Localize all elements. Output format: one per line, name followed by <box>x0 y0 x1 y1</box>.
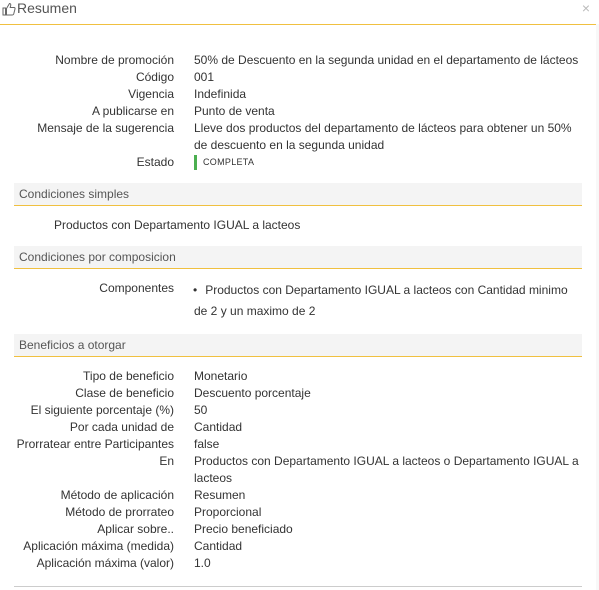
field-value: false <box>194 437 220 451</box>
summary-row <box>0 52 599 69</box>
field-value: Precio beneficiado <box>194 522 293 536</box>
field-value: Cantidad <box>194 539 243 553</box>
benefit-row <box>0 385 599 402</box>
status-indicator <box>194 155 197 170</box>
field-value: Punto de venta <box>194 104 275 118</box>
bullet-icon: • <box>193 283 198 297</box>
benefit-row <box>0 368 599 385</box>
field-label: Tipo de beneficio <box>83 369 174 383</box>
field-label: Método de aplicación <box>60 488 174 502</box>
benefit-row <box>0 504 599 521</box>
field-label: Por cada unidad de <box>69 420 174 434</box>
benefit-row <box>0 487 599 504</box>
dialog-content <box>0 24 599 590</box>
section-title: Beneficios a otorgar <box>19 338 126 352</box>
field-label: Aplicación máxima (medida) <box>23 539 174 553</box>
field-value: 1.0 <box>194 556 211 570</box>
field-label: Vigencia <box>128 87 174 101</box>
field-label: Mensaje de la sugerencia <box>37 121 174 135</box>
section-title: Condiciones simples <box>19 187 130 201</box>
field-value: Proporcional <box>194 505 262 519</box>
field-label: Aplicación máxima (valor) <box>36 556 174 570</box>
section-title: Condiciones por composicion <box>19 250 176 264</box>
thumbs-up-icon <box>2 2 16 16</box>
field-value: 50 <box>194 403 208 417</box>
field-label: A publicarse en <box>91 104 174 118</box>
benefit-row <box>0 419 599 436</box>
benefit-row <box>0 453 599 487</box>
status-badge: COMPLETA <box>203 157 255 167</box>
section-benefits <box>14 334 582 357</box>
bottom-divider <box>14 586 582 587</box>
field-label: Código <box>135 70 174 84</box>
field-value: Indefinida <box>194 87 247 101</box>
benefits-list <box>0 368 599 572</box>
field-label: Clase de beneficio <box>75 386 174 400</box>
field-label: Nombre de promoción <box>55 53 174 67</box>
field-value: Lleve dos productos del departamento de lácteos para obtener un 50% de descuento en la segunda unidad <box>194 121 572 152</box>
field-label: Método de prorrateo <box>65 505 174 519</box>
field-value: Cantidad <box>194 420 243 434</box>
summary-row <box>0 69 599 86</box>
field-value: Descuento porcentaje <box>194 386 311 400</box>
summary-list <box>0 52 599 154</box>
field-value: Monetario <box>194 369 248 383</box>
component-item: Productos con Departamento IGUAL a lacteos con Cantidad minimo de 2 y un maximo de 2 <box>194 283 568 318</box>
field-label: En <box>159 454 174 468</box>
benefit-row <box>0 538 599 555</box>
field-label: Aplicar sobre.. <box>97 522 174 536</box>
summary-row <box>0 103 599 120</box>
dialog-titlebar <box>0 0 599 25</box>
summary-row <box>0 120 599 154</box>
components-list <box>194 280 579 322</box>
benefit-row <box>0 521 599 538</box>
field-label: El siguiente porcentaje (%) <box>30 403 174 417</box>
field-value: Productos con Departamento IGUAL a lacteos o Departamento IGUAL a lacteos <box>194 454 579 485</box>
components-row <box>0 280 599 322</box>
section-composition-conditions <box>14 246 582 269</box>
benefit-row <box>0 555 599 572</box>
field-value: 50% de Descuento en la segunda unidad en el departamento de lácteos <box>194 53 579 67</box>
field-value: 001 <box>194 70 215 84</box>
benefit-row <box>0 436 599 453</box>
benefit-row <box>0 402 599 419</box>
field-label: Prorratear entre Participantes <box>16 437 174 451</box>
dialog-title: Resumen <box>17 0 77 16</box>
section-simple-conditions <box>14 183 582 206</box>
status-row <box>0 154 599 171</box>
field-value: Resumen <box>194 488 246 502</box>
close-icon[interactable]: × <box>581 0 590 16</box>
simple-condition-text: Productos con Departamento IGUAL a lacteos <box>54 218 301 232</box>
status-label: Estado <box>136 155 174 169</box>
summary-row <box>0 86 599 103</box>
components-label: Componentes <box>99 281 174 295</box>
